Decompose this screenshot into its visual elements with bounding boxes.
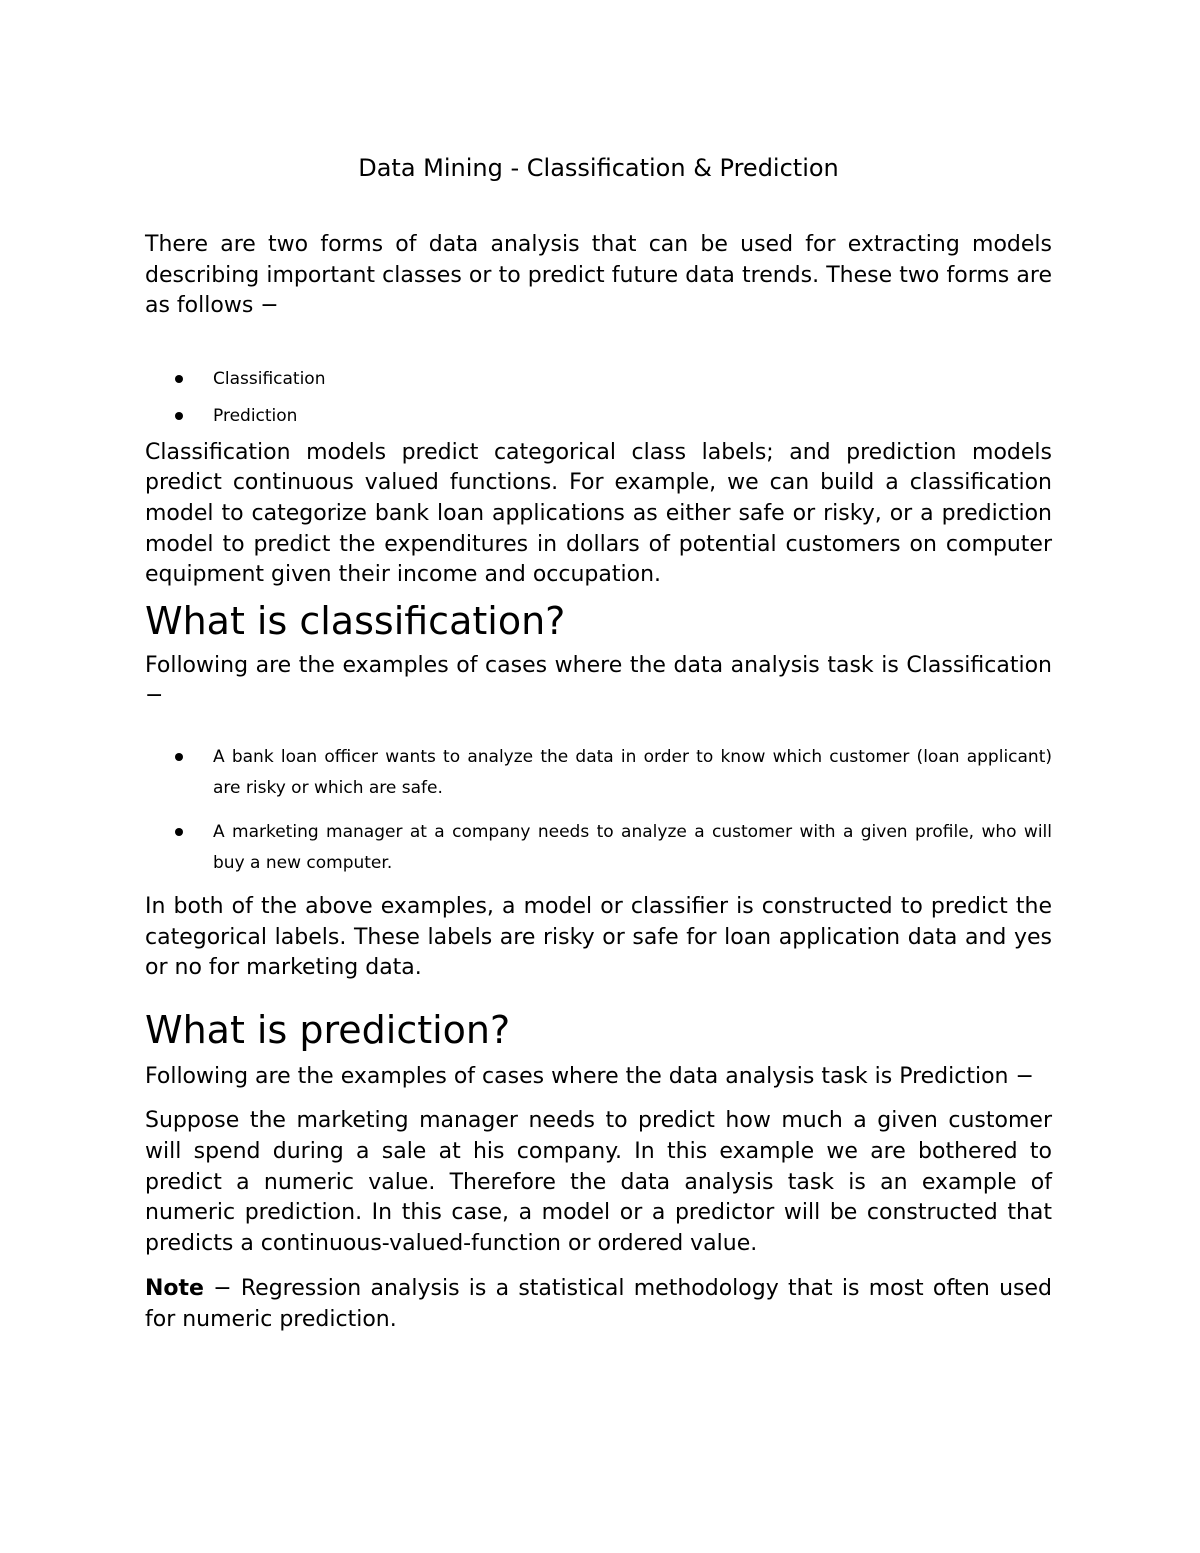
bullet-icon [175,753,183,761]
classification-heading: What is classification? [145,598,566,643]
list-item [145,817,1052,879]
list-item-text: Prediction [213,405,298,426]
prediction-detail-paragraph: Suppose the marketing manager needs to predict how much a given customer will spend during a sale at his company. In this example we are bothered to predict a numeric value. Therefore the data analysis task is an example of numeric prediction. In this case, a model or a predictor will be constructed that predicts a continuous-valued-function or ordered value. [145,1108,1052,1256]
note-label: Note [145,1276,204,1302]
forms-list [145,364,1052,432]
list-item-text: Classification [213,368,326,389]
classification-intro-paragraph: Following are the examples of cases where the data analysis task is Classification − [145,652,1052,709]
prediction-heading: What is prediction? [145,1007,511,1052]
list-item [145,742,1052,804]
document-body [145,150,1052,1335]
intro-paragraph: There are two forms of data analysis that can be used for extracting models describing important classes or to predict future data trends. These two forms are as follows − [145,232,1052,319]
document-title: Data Mining - Classification & Prediction [358,154,839,182]
list-item-text: A marketing manager at a company needs to analyze a customer with a given profile, who will buy a new computer. [213,821,1052,873]
note-text: − Regression analysis is a statistical methodology that is most often used for numeric prediction. [145,1276,1052,1332]
classification-summary-paragraph: In both of the above examples, a model or classifier is constructed to predict the categorical labels. These labels are risky or safe for loan application data and yes or no for marketing data. [145,893,1052,981]
list-item-text: A bank loan officer wants to analyze the data in order to know which customer (loan applicant) are risky or which are safe. [213,746,1052,798]
prediction-intro-paragraph: Following are the examples of cases where the data analysis task is Prediction − [145,1063,1034,1089]
list-item [145,401,1052,432]
note-paragraph [145,1274,1052,1335]
forms-detail-paragraph: Classification models predict categorical class labels; and prediction models predict continuous valued functions. For example, we can build a classification model to categorize bank loan applications as either safe or risky, or a prediction model to predict the expenditures in dollars of potential customers on computer equipment given their income and occupation. [145,439,1052,588]
classification-examples-list [145,742,1052,879]
bullet-icon [175,375,183,383]
bullet-icon [175,412,183,420]
bullet-icon [175,828,183,836]
list-item [145,364,1052,395]
